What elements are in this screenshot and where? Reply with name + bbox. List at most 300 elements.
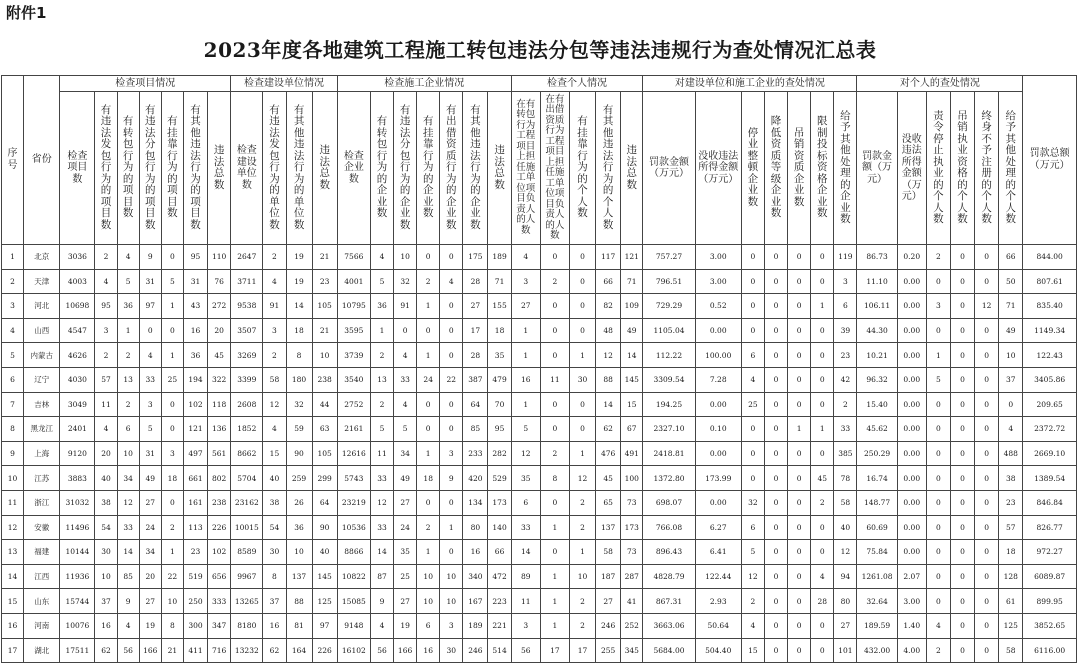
table-cell: 4	[263, 269, 286, 294]
table-cell: 0	[161, 392, 183, 417]
table-cell: 0	[975, 245, 999, 270]
table-cell: 189	[463, 613, 488, 638]
table-cell: 233	[463, 441, 488, 466]
col-header: 罚款金额（万元）	[857, 92, 897, 245]
table-cell: 66	[999, 245, 1023, 270]
table-cell: 18	[417, 466, 440, 491]
table-cell: 45	[596, 466, 621, 491]
table-cell: 16	[463, 540, 488, 565]
table-cell: 119	[834, 245, 857, 270]
col-header: 有挂靠行为的项目数	[161, 92, 183, 245]
table-cell: 9	[440, 466, 463, 491]
table-cell: 80	[463, 515, 488, 540]
row-province: 福建	[24, 540, 60, 565]
table-cell: 0	[926, 515, 950, 540]
table-cell: 148.77	[857, 490, 897, 515]
table-cell: 0	[764, 392, 787, 417]
row-province: 河北	[24, 294, 60, 319]
table-cell: 11936	[60, 564, 95, 589]
table-cell: 844.00	[1023, 245, 1077, 270]
table-cell: 488	[999, 441, 1023, 466]
table-cell: 0.20	[897, 245, 926, 270]
table-cell: 6	[511, 490, 540, 515]
table-cell: 13	[117, 367, 139, 392]
table-cell: 0	[741, 466, 764, 491]
table-cell: 3309.54	[643, 367, 695, 392]
table-cell: 161	[183, 490, 207, 515]
table-cell: 56	[511, 638, 540, 663]
table-cell: 238	[312, 367, 337, 392]
table-cell: 5	[511, 417, 540, 442]
table-cell: 1389.54	[1023, 466, 1077, 491]
table-row	[2, 540, 1077, 565]
table-cell: 90	[312, 515, 337, 540]
col-header: 有转包行为的企业数	[370, 92, 393, 245]
col-header: 给予其他处理的个人数	[999, 92, 1023, 245]
table-cell: 6	[741, 515, 764, 540]
table-cell: 14	[596, 392, 621, 417]
table-cell: 0	[811, 540, 834, 565]
table-cell: 10795	[337, 294, 370, 319]
table-cell: 4	[95, 417, 117, 442]
table-cell: 59	[286, 417, 312, 442]
table-cell: 387	[463, 367, 488, 392]
table-cell: 4626	[60, 343, 95, 368]
table-cell: 0	[788, 367, 811, 392]
table-cell: 0	[764, 515, 787, 540]
table-cell: 8	[263, 564, 286, 589]
table-cell: 3	[263, 318, 286, 343]
table-cell: 10015	[231, 515, 263, 540]
table-cell: 0	[975, 564, 999, 589]
table-cell: 1	[117, 318, 139, 343]
table-row	[2, 245, 1077, 270]
table-cell: 32	[394, 269, 417, 294]
col-header: 违法总数	[312, 92, 337, 245]
table-cell: 40	[95, 466, 117, 491]
table-cell: 49	[621, 318, 643, 343]
table-cell: 54	[263, 515, 286, 540]
table-cell: 0	[950, 367, 974, 392]
row-seq: 6	[2, 367, 24, 392]
table-cell: 0	[975, 417, 999, 442]
table-cell: 226	[312, 638, 337, 663]
table-cell: 3595	[337, 318, 370, 343]
table-cell: 11	[511, 589, 540, 614]
table-cell: 1	[417, 441, 440, 466]
table-cell: 0	[741, 269, 764, 294]
table-cell: 0	[926, 417, 950, 442]
row-province: 山西	[24, 318, 60, 343]
table-cell: 2	[263, 343, 286, 368]
table-cell: 0	[975, 343, 999, 368]
table-cell: 1	[540, 589, 569, 614]
table-cell: 0	[540, 417, 569, 442]
table-cell: 28	[811, 589, 834, 614]
table-cell: 0.00	[897, 318, 926, 343]
table-cell: 1	[440, 515, 463, 540]
table-cell: 9148	[337, 613, 370, 638]
table-cell: 37	[263, 589, 286, 614]
table-cell: 4001	[337, 269, 370, 294]
table-cell: 110	[208, 245, 231, 270]
table-cell: 1149.34	[1023, 318, 1077, 343]
table-cell: 94	[834, 564, 857, 589]
table-cell: 272	[208, 294, 231, 319]
table-cell: 221	[488, 613, 511, 638]
table-cell: 0.00	[897, 417, 926, 442]
table-cell: 2669.10	[1023, 441, 1077, 466]
table-cell: 6	[834, 294, 857, 319]
table-cell: 91	[394, 294, 417, 319]
table-cell: 0	[950, 441, 974, 466]
table-cell: 10	[394, 245, 417, 270]
table-cell: 2	[926, 638, 950, 663]
table-cell: 2	[370, 392, 393, 417]
table-cell: 21	[312, 245, 337, 270]
table-cell: 411	[183, 638, 207, 663]
table-cell: 31	[139, 269, 161, 294]
table-cell: 44	[312, 392, 337, 417]
table-cell: 972.27	[1023, 540, 1077, 565]
table-cell: 1	[511, 343, 540, 368]
table-cell: 0.00	[695, 441, 741, 466]
table-cell: 38	[999, 466, 1023, 491]
table-cell: 20	[95, 441, 117, 466]
table-cell: 0	[440, 490, 463, 515]
table-cell: 16.74	[857, 466, 897, 491]
col-header: 有出借资质行为的企业数	[440, 92, 463, 245]
col-header: 停业整顿企业数	[741, 92, 764, 245]
table-cell: 164	[286, 638, 312, 663]
table-cell: 802	[208, 466, 231, 491]
table-cell: 3	[440, 441, 463, 466]
table-cell: 0	[950, 466, 974, 491]
table-cell: 5	[370, 417, 393, 442]
table-cell: 259	[286, 466, 312, 491]
table-cell: 57	[95, 367, 117, 392]
col-header: 在有出借资质行为工程项目上担任施工单位项目负责人的人数	[540, 92, 569, 245]
table-cell: 11	[540, 367, 569, 392]
table-cell: 0.00	[897, 540, 926, 565]
table-cell: 88	[596, 367, 621, 392]
table-cell: 39	[834, 318, 857, 343]
table-cell: 23162	[231, 490, 263, 515]
table-cell: 347	[208, 613, 231, 638]
table-cell: 0	[950, 490, 974, 515]
table-cell: 2	[117, 343, 139, 368]
table-cell: 35	[488, 343, 511, 368]
table-cell: 38	[263, 490, 286, 515]
table-cell: 0.00	[695, 392, 741, 417]
col-header: 有其他违法行为的项目数	[183, 92, 207, 245]
table-cell: 8662	[231, 441, 263, 466]
table-cell: 140	[488, 515, 511, 540]
table-cell: 2	[417, 269, 440, 294]
table-cell: 14	[370, 540, 393, 565]
table-cell: 14	[286, 294, 312, 319]
table-cell: 12	[117, 490, 139, 515]
table-cell: 173	[621, 515, 643, 540]
col-header: 检查建设单位数	[231, 92, 263, 245]
table-cell: 661	[183, 466, 207, 491]
table-cell: 2	[569, 490, 595, 515]
table-cell: 250.29	[857, 441, 897, 466]
row-seq: 13	[2, 540, 24, 565]
table-cell: 472	[488, 564, 511, 589]
table-cell: 45	[208, 343, 231, 368]
row-province: 安徽	[24, 515, 60, 540]
table-cell: 78	[834, 466, 857, 491]
table-cell: 12	[511, 441, 540, 466]
table-cell: 89	[511, 564, 540, 589]
table-cell: 4	[139, 343, 161, 368]
table-cell: 11	[95, 392, 117, 417]
table-cell: 3	[834, 269, 857, 294]
row-seq: 1	[2, 245, 24, 270]
table-cell: 40	[312, 540, 337, 565]
table-cell: 5	[926, 367, 950, 392]
table-cell: 0	[926, 269, 950, 294]
table-cell: 33	[511, 515, 540, 540]
table-cell: 125	[999, 613, 1023, 638]
table-cell: 1	[417, 343, 440, 368]
table-cell: 1	[811, 417, 834, 442]
table-cell: 173.99	[695, 466, 741, 491]
table-cell: 19	[394, 613, 417, 638]
table-cell: 58	[596, 540, 621, 565]
table-cell: 282	[488, 441, 511, 466]
table-cell: 0.00	[897, 367, 926, 392]
table-cell: 0	[440, 318, 463, 343]
table-cell: 6089.87	[1023, 564, 1077, 589]
col-header: 有挂靠行为的企业数	[417, 92, 440, 245]
table-cell: 4.00	[897, 638, 926, 663]
table-cell: 514	[488, 638, 511, 663]
table-cell: 16	[263, 613, 286, 638]
table-cell: 12	[596, 343, 621, 368]
table-row	[2, 269, 1077, 294]
table-cell: 137	[286, 564, 312, 589]
table-cell: 1	[569, 441, 595, 466]
table-cell: 7.28	[695, 367, 741, 392]
table-cell: 1	[569, 343, 595, 368]
table-cell: 64	[312, 490, 337, 515]
table-cell: 9120	[60, 441, 95, 466]
table-cell: 10.21	[857, 343, 897, 368]
table-cell: 0	[764, 540, 787, 565]
col-header: 有其他违法行为的单位数	[286, 92, 312, 245]
table-cell: 2	[741, 589, 764, 614]
table-cell: 0	[811, 441, 834, 466]
table-cell: 66	[488, 540, 511, 565]
header-province: 省份	[24, 76, 60, 245]
table-cell: 56	[370, 638, 393, 663]
table-cell: 2647	[231, 245, 263, 270]
table-cell: 30	[569, 367, 595, 392]
col-header: 有转包行为的项目数	[117, 92, 139, 245]
table-cell: 0	[950, 269, 974, 294]
table-cell: 56	[117, 638, 139, 663]
table-cell: 0	[569, 245, 595, 270]
table-cell: 121	[621, 245, 643, 270]
table-cell: 118	[208, 392, 231, 417]
table-cell: 28	[463, 343, 488, 368]
table-cell: 0	[926, 589, 950, 614]
table-cell: 23219	[337, 490, 370, 515]
table-cell: 8	[286, 343, 312, 368]
table-cell: 33	[394, 367, 417, 392]
table-cell: 109	[621, 294, 643, 319]
table-cell: 0	[811, 638, 834, 663]
table-cell: 287	[621, 564, 643, 589]
table-cell: 5684.00	[643, 638, 695, 663]
table-cell: 0	[811, 245, 834, 270]
table-cell: 476	[596, 441, 621, 466]
table-cell: 12	[741, 564, 764, 589]
table-cell: 21	[161, 638, 183, 663]
row-province: 北京	[24, 245, 60, 270]
table-cell: 14	[621, 343, 643, 368]
row-province: 辽宁	[24, 367, 60, 392]
table-cell: 2401	[60, 417, 95, 442]
table-cell: 2	[834, 392, 857, 417]
table-cell: 0	[975, 589, 999, 614]
row-seq: 3	[2, 294, 24, 319]
table-cell: 835.40	[1023, 294, 1077, 319]
table-cell: 1	[161, 294, 183, 319]
table-cell: 420	[463, 466, 488, 491]
row-seq: 8	[2, 417, 24, 442]
table-cell: 0	[811, 367, 834, 392]
table-cell: 6	[117, 417, 139, 442]
table-cell: 66	[596, 269, 621, 294]
table-cell: 0.00	[897, 515, 926, 540]
table-cell: 27	[596, 589, 621, 614]
table-cell: 0	[926, 564, 950, 589]
table-cell: 2.07	[897, 564, 926, 589]
table-cell: 4	[440, 269, 463, 294]
table-cell: 0	[764, 638, 787, 663]
table-cell: 1	[161, 540, 183, 565]
table-cell: 656	[208, 564, 231, 589]
table-cell: 100	[621, 466, 643, 491]
row-seq: 17	[2, 638, 24, 663]
page-title: 2023年度各地建筑工程施工转包违法分包等违法违规行为查处情况汇总表	[203, 38, 877, 62]
row-province: 湖北	[24, 638, 60, 663]
table-cell: 4	[370, 245, 393, 270]
table-cell: 0	[764, 564, 787, 589]
table-cell: 125	[312, 589, 337, 614]
table-cell: 3	[95, 318, 117, 343]
table-cell: 102	[183, 392, 207, 417]
table-cell: 0	[811, 343, 834, 368]
table-cell: 0	[811, 515, 834, 540]
table-cell: 15	[741, 638, 764, 663]
table-cell: 0	[788, 613, 811, 638]
attachment-label: 附件1	[6, 4, 47, 22]
table-cell: 432.00	[857, 638, 897, 663]
table-cell: 97	[139, 294, 161, 319]
col-header: 没收违法所得金额（万元）	[695, 92, 741, 245]
table-cell: 0	[975, 515, 999, 540]
table-cell: 33	[117, 515, 139, 540]
group-person-penalty: 对个人的查处情况	[857, 76, 1023, 92]
table-cell: 36	[183, 343, 207, 368]
table-cell: 34	[139, 540, 161, 565]
table-cell: 0	[764, 367, 787, 392]
row-seq: 14	[2, 564, 24, 589]
table-cell: 796.51	[643, 269, 695, 294]
table-cell: 22	[440, 367, 463, 392]
table-cell: 0	[811, 318, 834, 343]
col-header: 有违法发包行为的单位数	[263, 92, 286, 245]
table-cell: 73	[621, 540, 643, 565]
table-cell: 2	[161, 515, 183, 540]
table-cell: 31	[183, 269, 207, 294]
table-cell: 0	[764, 613, 787, 638]
table-cell: 0	[741, 318, 764, 343]
table-cell: 3.00	[695, 245, 741, 270]
table-cell: 49	[999, 318, 1023, 343]
table-cell: 19	[139, 613, 161, 638]
table-cell: 32	[286, 392, 312, 417]
table-cell: 0	[950, 294, 974, 319]
table-cell: 3883	[60, 466, 95, 491]
table-cell: 62	[596, 417, 621, 442]
table-cell: 0	[440, 540, 463, 565]
table-cell: 0	[417, 417, 440, 442]
table-cell: 0	[788, 392, 811, 417]
table-cell: 24	[139, 515, 161, 540]
header-total-fine: 罚款总额（万元）	[1023, 76, 1077, 245]
table-cell: 70	[488, 392, 511, 417]
row-province: 浙江	[24, 490, 60, 515]
table-cell: 2	[370, 343, 393, 368]
table-cell: 136	[208, 417, 231, 442]
table-cell: 0	[161, 417, 183, 442]
table-cell: 80	[834, 589, 857, 614]
table-cell: 2	[811, 490, 834, 515]
col-header: 有违法分包行为的企业数	[394, 92, 417, 245]
col-header: 降低资质等级企业数	[764, 92, 787, 245]
table-cell: 12	[263, 392, 286, 417]
table-cell: 166	[139, 638, 161, 663]
table-cell: 0	[440, 417, 463, 442]
table-cell: 48	[596, 318, 621, 343]
table-cell: 5	[139, 417, 161, 442]
table-cell: 15744	[60, 589, 95, 614]
table-cell: 4	[926, 613, 950, 638]
table-cell: 19	[286, 245, 312, 270]
table-cell: 0	[394, 318, 417, 343]
table-cell: 4	[394, 343, 417, 368]
table-cell: 18	[286, 318, 312, 343]
table-cell: 105	[312, 441, 337, 466]
table-cell: 10536	[337, 515, 370, 540]
table-row	[2, 564, 1077, 589]
table-cell: 5	[117, 269, 139, 294]
table-cell: 0	[741, 294, 764, 319]
table-cell: 33	[139, 367, 161, 392]
table-cell: 0	[569, 269, 595, 294]
table-cell: 32	[741, 490, 764, 515]
table-cell: 0	[926, 540, 950, 565]
table-cell: 0	[926, 318, 950, 343]
table-cell: 15	[263, 441, 286, 466]
table-cell: 2	[569, 589, 595, 614]
table-cell: 17511	[60, 638, 95, 663]
